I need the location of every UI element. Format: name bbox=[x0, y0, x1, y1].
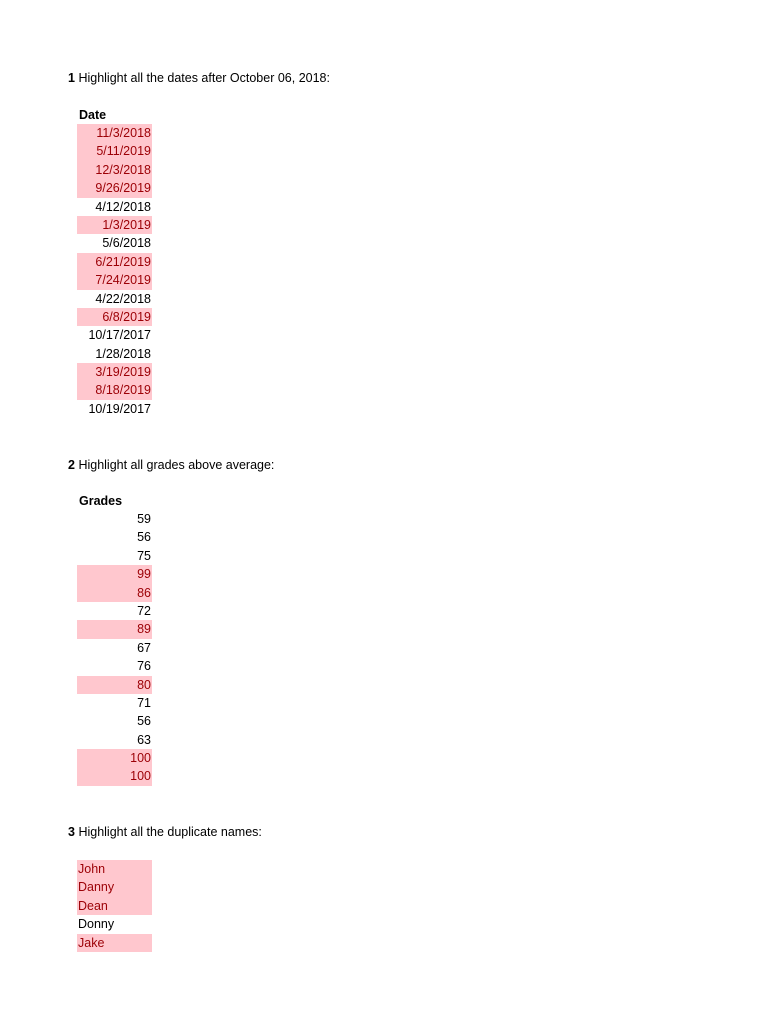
cell[interactable]: 4/12/2018 bbox=[95, 199, 151, 214]
highlighted-cell[interactable]: John bbox=[77, 860, 152, 878]
cell[interactable]: 10/17/2017 bbox=[88, 328, 151, 343]
cell[interactable]: 67 bbox=[137, 640, 151, 655]
highlighted-cell[interactable]: 5/11/2019 bbox=[77, 142, 152, 160]
highlighted-cell[interactable]: 99 bbox=[77, 565, 152, 583]
cell[interactable]: 76 bbox=[137, 659, 151, 674]
highlighted-cell[interactable]: 89 bbox=[77, 620, 152, 638]
section-3-heading bbox=[68, 823, 262, 841]
highlighted-cell[interactable]: 100 bbox=[77, 749, 152, 767]
section-1-number: 1 bbox=[68, 71, 75, 85]
cell[interactable]: 72 bbox=[137, 603, 151, 618]
cell[interactable]: 10/19/2017 bbox=[88, 401, 151, 416]
section-2-title: Highlight all grades above average: bbox=[78, 458, 275, 472]
section-3-number: 3 bbox=[68, 825, 75, 839]
date-column-header[interactable]: Date bbox=[79, 108, 107, 122]
cell[interactable]: 4/22/2018 bbox=[95, 291, 151, 306]
cell[interactable]: 71 bbox=[137, 695, 151, 710]
highlighted-cell[interactable]: 6/8/2019 bbox=[77, 308, 152, 326]
section-3-title: Highlight all the duplicate names: bbox=[78, 825, 262, 839]
grades-column-header[interactable]: Grades bbox=[79, 494, 123, 508]
highlighted-cell[interactable]: 9/26/2019 bbox=[77, 179, 152, 197]
cell[interactable]: 5/6/2018 bbox=[102, 236, 151, 251]
section-names bbox=[68, 823, 262, 950]
cell[interactable]: 59 bbox=[137, 512, 151, 526]
highlighted-cell[interactable]: 100 bbox=[77, 767, 152, 785]
cell[interactable]: 63 bbox=[137, 732, 151, 747]
highlighted-cell[interactable]: 1/3/2019 bbox=[77, 216, 152, 234]
cell[interactable]: 56 bbox=[137, 530, 151, 545]
section-dates bbox=[68, 69, 330, 416]
cell[interactable]: 56 bbox=[137, 714, 151, 729]
highlighted-cell[interactable]: 8/18/2019 bbox=[77, 381, 152, 399]
section-2-heading bbox=[68, 456, 274, 474]
highlighted-cell[interactable]: 80 bbox=[77, 676, 152, 694]
highlighted-cell[interactable]: Dean bbox=[77, 897, 152, 915]
section-1-heading bbox=[68, 69, 330, 87]
highlighted-cell[interactable]: 6/21/2019 bbox=[77, 253, 152, 271]
section-grades bbox=[68, 456, 275, 784]
highlighted-cell[interactable]: 86 bbox=[77, 584, 152, 602]
date-rows bbox=[77, 124, 152, 418]
cell[interactable]: 75 bbox=[137, 548, 151, 563]
highlighted-cell[interactable]: Danny bbox=[77, 878, 152, 896]
highlighted-cell[interactable]: 3/19/2019 bbox=[77, 363, 152, 381]
highlighted-cell[interactable]: 12/3/2018 bbox=[77, 161, 152, 179]
section-1-title: Highlight all the dates after October 06, 2018: bbox=[78, 71, 330, 85]
section-2-number: 2 bbox=[68, 458, 75, 472]
name-rows bbox=[77, 860, 152, 952]
highlighted-cell[interactable]: 11/3/2018 bbox=[77, 124, 152, 142]
highlighted-cell[interactable]: 7/24/2019 bbox=[77, 271, 152, 289]
cell[interactable]: Donny bbox=[78, 917, 115, 932]
cell[interactable]: 1/28/2018 bbox=[95, 346, 151, 361]
highlighted-cell[interactable]: Jake bbox=[77, 934, 152, 952]
grade-rows bbox=[77, 510, 152, 786]
